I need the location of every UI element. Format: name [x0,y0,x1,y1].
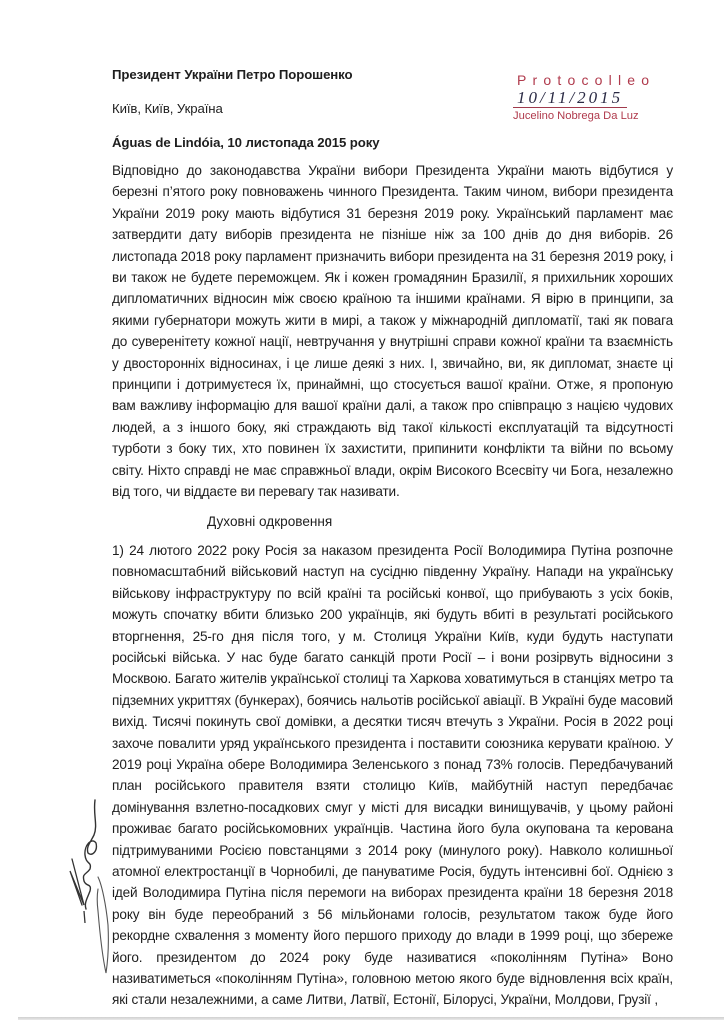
protocol-stamp [513,72,713,123]
scan-edge-line [18,1017,724,1020]
place-date-line: Águas de Lindóia, 10 листопада 2015 року [112,135,380,150]
handwritten-signature [40,795,110,985]
stamp-title: Protocolleo [517,72,656,88]
stamp-date: 10/11/2015 [513,88,627,108]
revelation-paragraph-1: 1) 24 лютого 2022 року Росія за наказом президента Росії Володимира Путіна розпочне повномасштабний військовий наступ на сусідню південну Україну. Напади на українську військову інфраструктуру по всій країні та російські конвої, що прибувають з усіх боків, можуть спочатку вбити близько 200 українців, які будуть вбиті в результаті російського вторгнення, 25-го дня після того, у м. Столиця України Київ, куди будуть наступати російські війська. У нас буде багато санкцій проти Росії – і вони розірвуть відносини з Москвою. Багато жителів української столиці та Харкова ховатимуться в станціях метро та підземних укриттях (бункерах), боячись нальотів російської авіації. В Україні буде масовий вихід. Тисячі покинуть свої домівки, а десятки тисяч втечуть з України. Росія в 2022 році захоче повалити уряд українського президента і поставити союзника керувати країною. У 2019 році Україна обере Володимира Зеленського з понад 73% голосів. Передбачуваний план російського правителя взяти столицю Київ, майбутній наступ передбачає домінування взлетно-посадкових смуг у місті для висадки винищувачів, у цьому районі проживає багато російськомовних українців. Частина його була окупована та керована підтримуваними Росією повстанцями з 2014 року (минулого року). Навколо колишньої атомної електростанції в Чорнобилі, де пануватиме Росія, будуть інтенсивні бої. Однією з ідей Володимира Путіна після перемоги на виборах президента країни 18 березня 2018 року він буде переобраний з 56 мільйонами голосів, результатом також буде його рекордне схвалення з моменту його першого приходу до влади в 1999 році, що збереже його. президентом до 2024 року буде називатися «поколінням Путіна» Воно називатиметься «поколінням Путіна», головною метою якого буде відновлення всіх країн, які стали незалежними, а саме Литви, Латвії, Естонії, Білорусі, України, Молдови, Грузії , [112,542,673,1008]
section-title: Духовні одкровення [207,513,333,529]
letter-body [112,66,673,1011]
intro-paragraph: Відповідно до законодавства України вибори Президента України мають відбутися у березні п’ятого року повноважень чинного Президента. Таким чином, вибори президента України 2019 року мають відбутися 31 березня 2019 року. Український парламент має затвердити дату виборів президента не пізніше ніж за 100 днів до дня виборів. 26 листопада 2018 року парламент призначить вибори президента на 31 березня 2019 року, і ви також не будете переможцем. Як і кожен громадянин Бразилії, я прихильник хороших дипломатичних відносин між своєю країною та іншими країнами. Я вірю в принципи, за якими губернатори можуть жити в мирі, а також у міжнародній дипломатії, такі як повага до суверенітету кожної нації, невтручання у внутрішні справи кожної країни та взаємність у двосторонніх відносинах, і це лише деякі з них. І, звичайно, ви, як дипломат, знаєте ці принципи і дотримуєтеся їх, принаймні, що стосується вашої країни. Отже, я пропоную вам важливу інформацію для вашої країни далі, а також про співпрацю з нацією чудових людей, а з іншого боку, які страждають від такої кількості експлуатацій та відсутності турботи з боку тих, хто повинен їх захистити, припинити конфлікти та війни по всьому світу. Ніхто справді не має справжньої влади, окрім Високого Всесвіту чи Бога, незалежно від того, чи віддаєте ви перевагу так називати. [112,163,673,500]
stamp-name: Jucelino Nobrega Da Luz [513,110,639,122]
recipient-line: Президент України Петро Порошенко [112,67,353,82]
recipient-city: Київ, Київ, Україна [112,101,223,116]
